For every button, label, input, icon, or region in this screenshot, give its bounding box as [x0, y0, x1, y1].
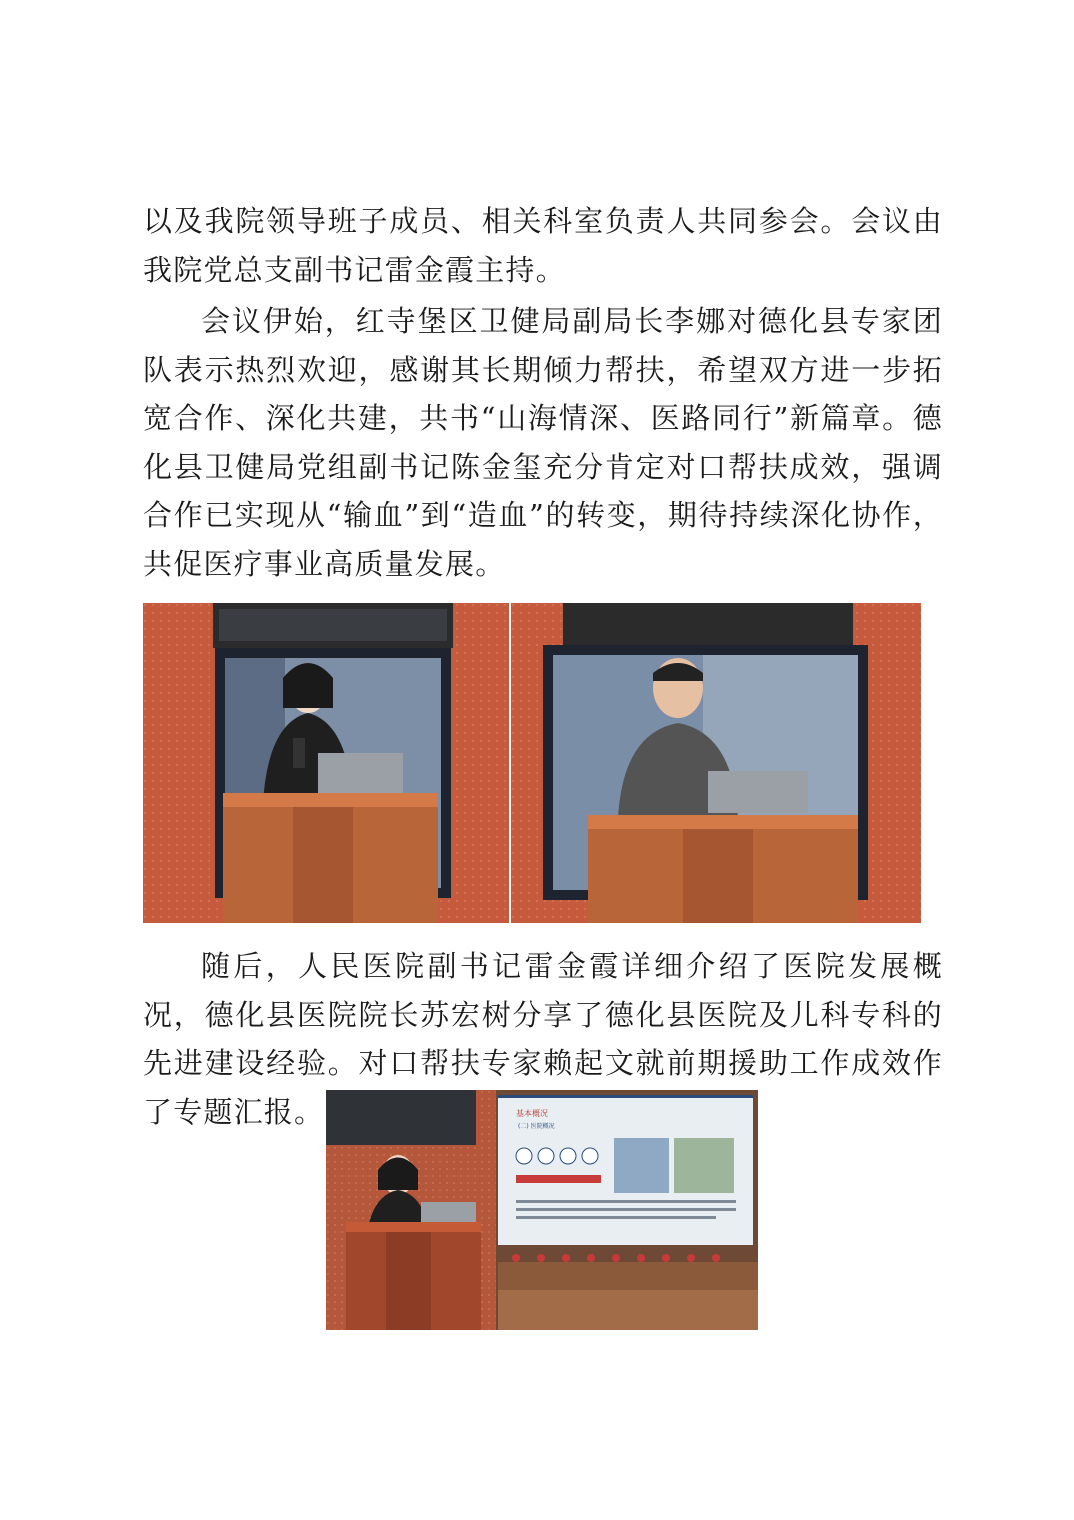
- presentation-screen: [498, 1095, 753, 1245]
- photo-right-speaker: [511, 603, 921, 923]
- paragraph-3: 随后，人民医院副书记雷金霞详细介绍了医院发展概况，德化县医院院长苏宏树分享了德化县医院及儿科专科的先进建设经验。对口帮扶专家赖起文就前期援助工作成效作了专题汇报。: [143, 949, 943, 1129]
- photo-presentation: [326, 1090, 758, 1330]
- photo-speakers: [143, 603, 921, 923]
- photo-left-speaker: [143, 603, 509, 923]
- slide-subheading: (二) 医院概况: [518, 1123, 555, 1130]
- paragraph-1: 以及我院领导班子成员、相关科室负责人共同参会。会议由我院党总支副书记雷金霞主持。: [143, 204, 943, 287]
- slide-heading: 基本概况: [516, 1109, 548, 1118]
- paragraph-2: 会议伊始，红寺堡区卫健局副局长李娜对德化县专家团队表示热烈欢迎，感谢其长期倾力帮扶，希望双方进一步拓宽合作、深化共建，共书“山海情深、医路同行”新篇章。德化县卫健局党组副书记陈金玺充分肯定对口帮扶成效，强调合作已实现从“输血”到“造血”的转变，期待持续深化协作，共促医疗事业高质量发展。: [143, 304, 943, 581]
